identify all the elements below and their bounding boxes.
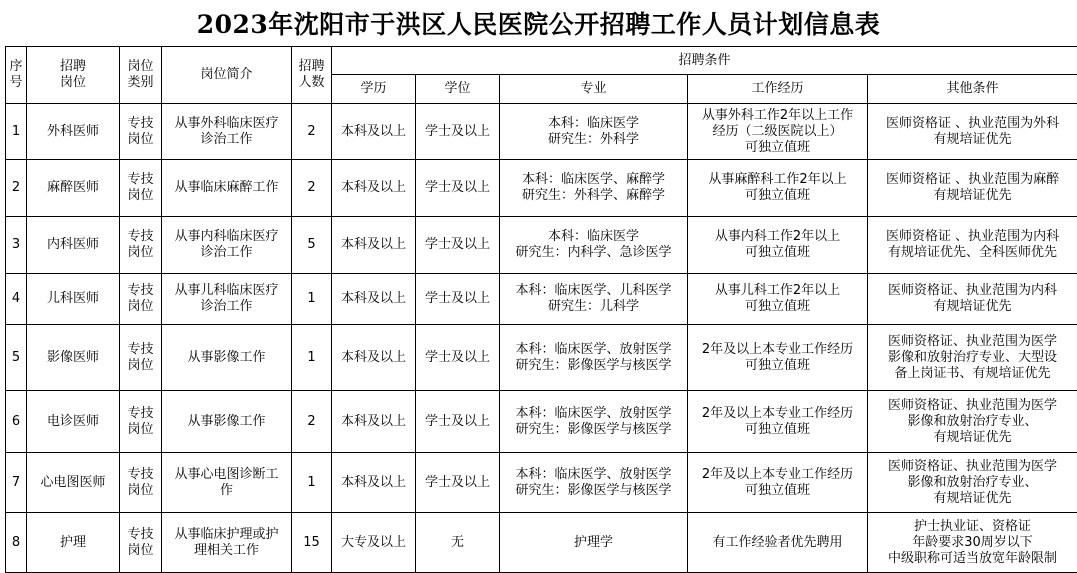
cell-category: 专技 岗位 <box>120 513 162 573</box>
header-seq: 序 号 <box>6 47 27 104</box>
cell-seq: 5 <box>6 325 27 391</box>
cell-education: 本科及以上 <box>332 217 416 274</box>
cell-other: 医师资格证、执业范围为医学 影像和放射治疗专业、大型设 备上岗证书、有规培证优先 <box>868 325 1077 391</box>
cell-degree: 学士及以上 <box>416 325 500 391</box>
cell-seq: 4 <box>6 274 27 325</box>
cell-major: 本科：临床医学 研究生：外科学 <box>500 104 688 160</box>
cell-intro: 从事心电图诊断工 作 <box>162 453 292 513</box>
cell-other: 医师资格证 、执业范围为麻醉 有规培证优先 <box>868 160 1077 217</box>
table-row <box>6 160 1077 217</box>
cell-count: 15 <box>292 513 332 573</box>
header-major: 专业 <box>500 75 688 104</box>
cell-post: 麻醉医师 <box>27 160 120 217</box>
cell-post: 内科医师 <box>27 217 120 274</box>
cell-seq: 1 <box>6 104 27 160</box>
cell-seq: 2 <box>6 160 27 217</box>
cell-other: 医师资格证、执业范围为医学 影像和放射治疗专业、 有规培证优先 <box>868 453 1077 513</box>
cell-intro: 从事儿科临床医疗 诊治工作 <box>162 274 292 325</box>
header-other: 其他条件 <box>868 75 1077 104</box>
cell-count: 1 <box>292 325 332 391</box>
cell-count: 1 <box>292 274 332 325</box>
cell-education: 本科及以上 <box>332 325 416 391</box>
cell-education: 本科及以上 <box>332 274 416 325</box>
cell-other: 医师资格证、执业范围为医学 影像和放射治疗专业、 有规培证优先 <box>868 391 1077 453</box>
cell-major: 本科：临床医学 研究生：内科学、急诊医学 <box>500 217 688 274</box>
table-row <box>6 274 1077 325</box>
cell-category: 专技 岗位 <box>120 325 162 391</box>
header-row-top <box>6 47 1077 75</box>
cell-count: 2 <box>292 160 332 217</box>
table-row <box>6 217 1077 274</box>
cell-intro: 从事临床护理或护 理相关工作 <box>162 513 292 573</box>
cell-experience: 2年及以上本专业工作经历 可独立值班 <box>688 325 868 391</box>
header-category: 岗位 类别 <box>120 47 162 104</box>
cell-education: 本科及以上 <box>332 391 416 453</box>
cell-major: 本科：临床医学、放射医学 研究生：影像医学与核医学 <box>500 325 688 391</box>
cell-category: 专技 岗位 <box>120 160 162 217</box>
cell-intro: 从事影像工作 <box>162 325 292 391</box>
cell-intro: 从事外科临床医疗 诊治工作 <box>162 104 292 160</box>
page-title: 2023年沈阳市于洪区人民医院公开招聘工作人员计划信息表 <box>196 10 881 39</box>
cell-major: 护理学 <box>500 513 688 573</box>
cell-intro: 从事影像工作 <box>162 391 292 453</box>
cell-experience: 从事儿科工作2年以上 可独立值班 <box>688 274 868 325</box>
table-row <box>6 325 1077 391</box>
cell-degree: 学士及以上 <box>416 391 500 453</box>
header-count: 招聘 人数 <box>292 47 332 104</box>
cell-category: 专技 岗位 <box>120 217 162 274</box>
cell-seq: 3 <box>6 217 27 274</box>
cell-major: 本科：临床医学、麻醉学 研究生：外科学、麻醉学 <box>500 160 688 217</box>
header-post: 招聘 岗位 <box>27 47 120 104</box>
cell-category: 专技 岗位 <box>120 274 162 325</box>
cell-experience: 从事外科工作2年以上工作 经历（二级医院以上） 可独立值班 <box>688 104 868 160</box>
cell-seq: 7 <box>6 453 27 513</box>
cell-other: 医师资格证、执业范围为内科 有规培证优先 <box>868 274 1077 325</box>
cell-intro: 从事临床麻醉工作 <box>162 160 292 217</box>
header-degree: 学位 <box>416 75 500 104</box>
cell-intro: 从事内科临床医疗 诊治工作 <box>162 217 292 274</box>
cell-post: 心电图医师 <box>27 453 120 513</box>
cell-degree: 学士及以上 <box>416 274 500 325</box>
cell-experience: 2年及以上本专业工作经历 可独立值班 <box>688 391 868 453</box>
cell-major: 本科：临床医学、儿科医学 研究生：儿科学 <box>500 274 688 325</box>
cell-category: 专技 岗位 <box>120 391 162 453</box>
header-education: 学历 <box>332 75 416 104</box>
cell-major: 本科：临床医学、放射医学 研究生：影像医学与核医学 <box>500 453 688 513</box>
table-row <box>6 104 1077 160</box>
cell-post: 电诊医师 <box>27 391 120 453</box>
cell-count: 2 <box>292 104 332 160</box>
cell-degree: 学士及以上 <box>416 453 500 513</box>
cell-degree: 学士及以上 <box>416 217 500 274</box>
cell-post: 外科医师 <box>27 104 120 160</box>
recruitment-table <box>5 46 1077 573</box>
cell-seq: 6 <box>6 391 27 453</box>
cell-experience: 有工作经验者优先聘用 <box>688 513 868 573</box>
header-experience: 工作经历 <box>688 75 868 104</box>
cell-experience: 从事麻醉科工作2年以上 可独立值班 <box>688 160 868 217</box>
cell-degree: 学士及以上 <box>416 160 500 217</box>
cell-degree: 无 <box>416 513 500 573</box>
cell-education: 本科及以上 <box>332 160 416 217</box>
cell-post: 儿科医师 <box>27 274 120 325</box>
cell-seq: 8 <box>6 513 27 573</box>
cell-other: 医师资格证 、执业范围为内科 有规培证优先、全科医师优先 <box>868 217 1077 274</box>
cell-category: 专技 岗位 <box>120 453 162 513</box>
cell-education: 本科及以上 <box>332 104 416 160</box>
cell-category: 专技 岗位 <box>120 104 162 160</box>
cell-experience: 从事内科工作2年以上 可独立值班 <box>688 217 868 274</box>
table-row <box>6 453 1077 513</box>
cell-other: 护士执业证、资格证 年龄要求30周岁以下 中级职称可适当放宽年龄限制 <box>868 513 1077 573</box>
cell-education: 大专及以上 <box>332 513 416 573</box>
header-conditions: 招聘条件 <box>332 47 1077 75</box>
header-intro: 岗位简介 <box>162 47 292 104</box>
cell-post: 护理 <box>27 513 120 573</box>
cell-experience: 2年及以上本专业工作经历 可独立值班 <box>688 453 868 513</box>
cell-post: 影像医师 <box>27 325 120 391</box>
cell-count: 2 <box>292 391 332 453</box>
cell-other: 医师资格证 、执业范围为外科 有规培证优先 <box>868 104 1077 160</box>
cell-degree: 学士及以上 <box>416 104 500 160</box>
cell-count: 5 <box>292 217 332 274</box>
cell-major: 本科：临床医学、放射医学 研究生：影像医学与核医学 <box>500 391 688 453</box>
table-row <box>6 391 1077 453</box>
table-row <box>6 513 1077 573</box>
cell-education: 本科及以上 <box>332 453 416 513</box>
cell-count: 1 <box>292 453 332 513</box>
